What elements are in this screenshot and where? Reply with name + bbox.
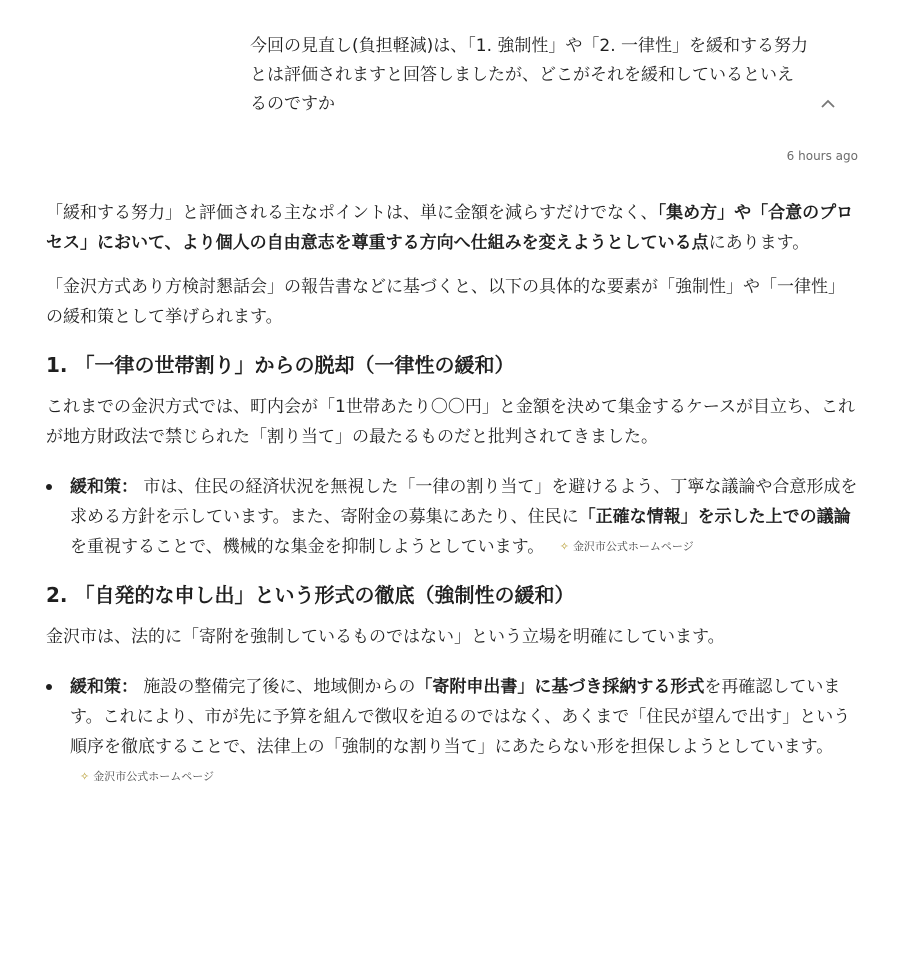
source-link[interactable] [80,762,214,792]
section-1-bullet [46,472,861,562]
section-2-body: 金沢市は、法的に「寄附を強制しているものではない」という立場を明確にしています。 [46,627,725,647]
source-link[interactable] [560,532,694,562]
sparkle-icon: ✧ [80,770,90,783]
user-message-bubble [232,18,852,126]
assistant-answer [46,198,861,810]
bullet-bold: 「寄附申出書」に基づき採納する形式 [415,677,705,697]
bullet-dot [46,484,52,490]
bullet-dot [46,684,52,690]
section-1-heading: 1. 「一律の世帯割り」からの脱却（一律性の緩和） [46,353,515,377]
bullet-bold: 「正確な情報」を示した上での議論 [578,507,851,527]
bullet-text-2: を重視することで、機械的な集金を抑制しようとしています。 [70,537,545,557]
bullet-text-2: を再確認しています。これにより、市が先に予算を組んで徴収を迫るのではなく、あくまで「住民が望んで出す」という順序を徹底することで、法律上の「強制的な割り当て」にあたらない形を担保しようとしています。 [70,677,851,757]
bullet-text-1: 市は、住民の経済状況を無視した「一律の割り当て」を避けるよう、丁寧な議論や合意形成を求める方針を示しています。また、寄附金の募集にあたり、住民に [70,477,858,527]
answer-intro [46,198,861,258]
section-2-heading: 2. 「自発的な申し出」という形式の徹底（強制性の緩和） [46,583,575,607]
bullet-label: 緩和策： [70,677,138,697]
answer-paragraph-2: 「金沢方式あり方検討懇話会」の報告書などに基づくと、以下の具体的な要素が「強制性」や「一律性」の緩和策として挙げられます。 [46,277,845,327]
bullet-label: 緩和策： [70,477,138,497]
intro-text-1: 「緩和する努力」と評価される主なポイントは、単に金額を減らすだけでなく、 [46,203,658,223]
source-label: 金沢市公式ホームページ [572,540,694,553]
source-label: 金沢市公式ホームページ [93,770,214,783]
user-message-text: 今回の見直し(負担軽減)は、「1. 強制性」や「2. 一律性」を緩和する努力とは評価されますと回答しましたが、どこがそれを緩和しているといえるのですか [250,36,809,114]
intro-bold: 「集め方」や「合意のプロセス」において、より個人の自由意志を尊重する方向へ仕組みを変えようとしている点 [46,203,854,253]
chevron-up-icon[interactable] [818,94,838,114]
message-timestamp: 6 hours ago [786,149,858,163]
sparkle-icon: ✧ [559,540,569,553]
intro-text-2: にあります。 [708,233,810,253]
section-1-body: これまでの金沢方式では、町内会が「1世帯あたり〇〇円」と金額を決めて集金するケースが目立ち、これが地方財政法で禁じられた「割り当て」の最たるものだと批判されてきました。 [46,397,855,447]
bullet-text-1: 施設の整備完了後に、地域側からの [138,677,416,697]
section-2-bullet [46,672,861,792]
